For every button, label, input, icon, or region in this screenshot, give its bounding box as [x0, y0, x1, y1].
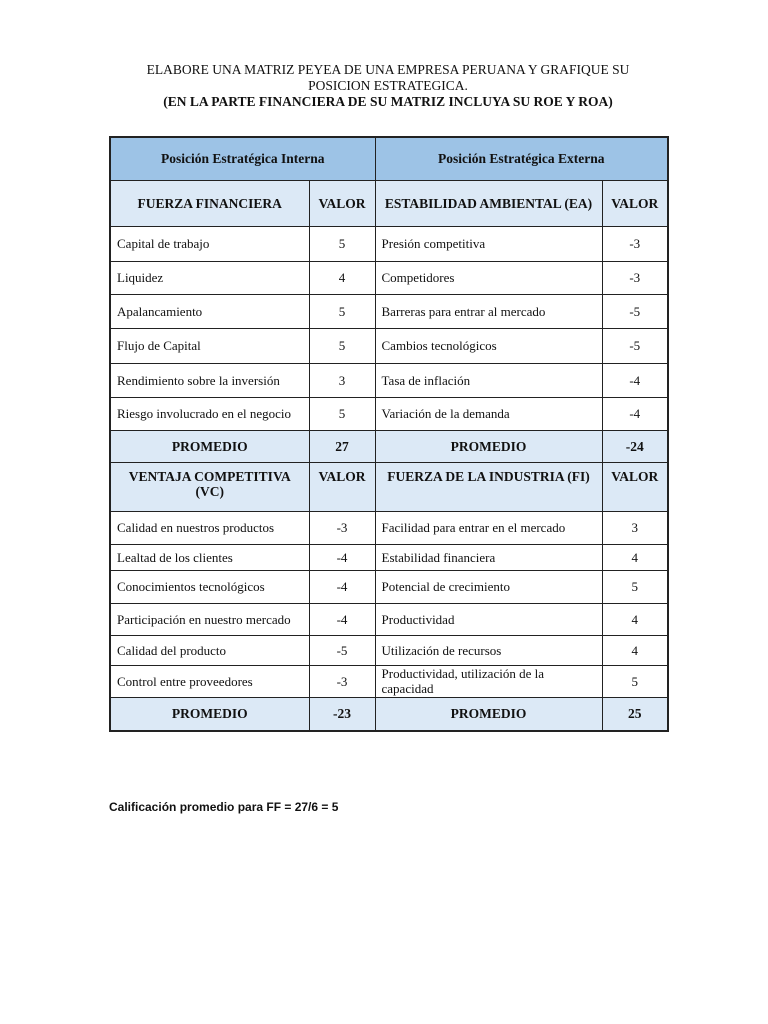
row-left-value: 4: [309, 261, 375, 294]
row-right-value: 4: [602, 603, 668, 635]
table-row: [110, 603, 668, 635]
section-right-value-header: VALOR: [602, 180, 668, 226]
row-right-label: Productividad: [375, 603, 602, 635]
row-left-value: 3: [309, 363, 375, 397]
heading-line-3: (EN LA PARTE FINANCIERA DE SU MATRIZ INCLUYA SU ROE Y ROA): [163, 94, 613, 109]
row-left-label: Liquidez: [110, 261, 309, 294]
row-left-label: Capital de trabajo: [110, 226, 309, 261]
right-average-label: PROMEDIO: [375, 430, 602, 462]
row-left-label: Conocimientos tecnológicos: [110, 570, 309, 603]
row-right-value: 4: [602, 635, 668, 665]
section-right-value-header: VALOR: [602, 462, 668, 511]
row-left-value: 5: [309, 328, 375, 363]
table-row: [110, 226, 668, 261]
row-right-label: Tasa de inflación: [375, 363, 602, 397]
row-left-value: -5: [309, 635, 375, 665]
row-right-label: Presión competitiva: [375, 226, 602, 261]
right-average-value: -24: [602, 430, 668, 462]
average-note: Calificación promedio para FF = 27/6 = 5: [109, 800, 339, 814]
heading-line-2: POSICION ESTRATEGICA.: [308, 78, 468, 93]
row-right-value: -5: [602, 294, 668, 328]
row-right-value: -4: [602, 397, 668, 430]
row-left-value: 5: [309, 397, 375, 430]
table-row: [110, 363, 668, 397]
left-average-label: PROMEDIO: [110, 430, 309, 462]
left-average-value: -23: [309, 697, 375, 731]
row-right-label: Cambios tecnológicos: [375, 328, 602, 363]
row-right-value: 5: [602, 570, 668, 603]
section-left-value-header: VALOR: [309, 462, 375, 511]
row-left-label: Calidad en nuestros productos: [110, 511, 309, 544]
document-heading: [100, 62, 676, 110]
row-right-label: Productividad, utilización de la capacidad: [375, 665, 602, 697]
section-right-title: FUERZA DE LA INDUSTRIA (FI): [375, 462, 602, 511]
table-row: [110, 294, 668, 328]
heading-line-1: ELABORE UNA MATRIZ PEYEA DE UNA EMPRESA PERUANA Y GRAFIQUE SU: [146, 62, 630, 77]
row-left-value: -3: [309, 511, 375, 544]
left-average-value: 27: [309, 430, 375, 462]
section-left-title: FUERZA FINANCIERA: [110, 180, 309, 226]
row-left-label: Control entre proveedores: [110, 665, 309, 697]
header-internal: Posición Estratégica Interna: [110, 137, 375, 180]
row-left-value: -3: [309, 665, 375, 697]
row-right-value: -3: [602, 261, 668, 294]
right-average-value: 25: [602, 697, 668, 731]
row-left-value: -4: [309, 544, 375, 570]
row-left-value: -4: [309, 570, 375, 603]
row-left-label: Participación en nuestro mercado: [110, 603, 309, 635]
left-average-label: PROMEDIO: [110, 697, 309, 731]
table-row: [110, 570, 668, 603]
row-right-value: 4: [602, 544, 668, 570]
row-right-value: -3: [602, 226, 668, 261]
row-left-label: Calidad del producto: [110, 635, 309, 665]
right-average-label: PROMEDIO: [375, 697, 602, 731]
average-row: [110, 697, 668, 731]
row-right-label: Variación de la demanda: [375, 397, 602, 430]
table-row: [110, 544, 668, 570]
row-left-label: Riesgo involucrado en el negocio: [110, 397, 309, 430]
section-title-row: [110, 462, 668, 511]
row-left-label: Apalancamiento: [110, 294, 309, 328]
table-row: [110, 635, 668, 665]
table-row: [110, 397, 668, 430]
row-right-label: Potencial de crecimiento: [375, 570, 602, 603]
table-row: [110, 665, 668, 697]
row-right-label: Facilidad para entrar en el mercado: [375, 511, 602, 544]
row-right-label: Utilización de recursos: [375, 635, 602, 665]
row-left-value: 5: [309, 294, 375, 328]
row-left-label: Rendimiento sobre la inversión: [110, 363, 309, 397]
row-left-label: Lealtad de los clientes: [110, 544, 309, 570]
row-right-value: 3: [602, 511, 668, 544]
row-right-label: Estabilidad financiera: [375, 544, 602, 570]
row-left-value: -4: [309, 603, 375, 635]
table-header-row: [110, 137, 668, 180]
table-row: [110, 511, 668, 544]
row-right-value: -4: [602, 363, 668, 397]
section-right-title: ESTABILIDAD AMBIENTAL (EA): [375, 180, 602, 226]
row-left-label: Flujo de Capital: [110, 328, 309, 363]
row-left-value: 5: [309, 226, 375, 261]
header-external: Posición Estratégica Externa: [375, 137, 668, 180]
row-right-label: Barreras para entrar al mercado: [375, 294, 602, 328]
row-right-value: 5: [602, 665, 668, 697]
peyea-matrix-table: [109, 136, 669, 732]
average-row: [110, 430, 668, 462]
table-row: [110, 261, 668, 294]
section-title-row: [110, 180, 668, 226]
section-left-value-header: VALOR: [309, 180, 375, 226]
table-row: [110, 328, 668, 363]
row-right-value: -5: [602, 328, 668, 363]
row-right-label: Competidores: [375, 261, 602, 294]
section-left-title: VENTAJA COMPETITIVA (VC): [110, 462, 309, 511]
